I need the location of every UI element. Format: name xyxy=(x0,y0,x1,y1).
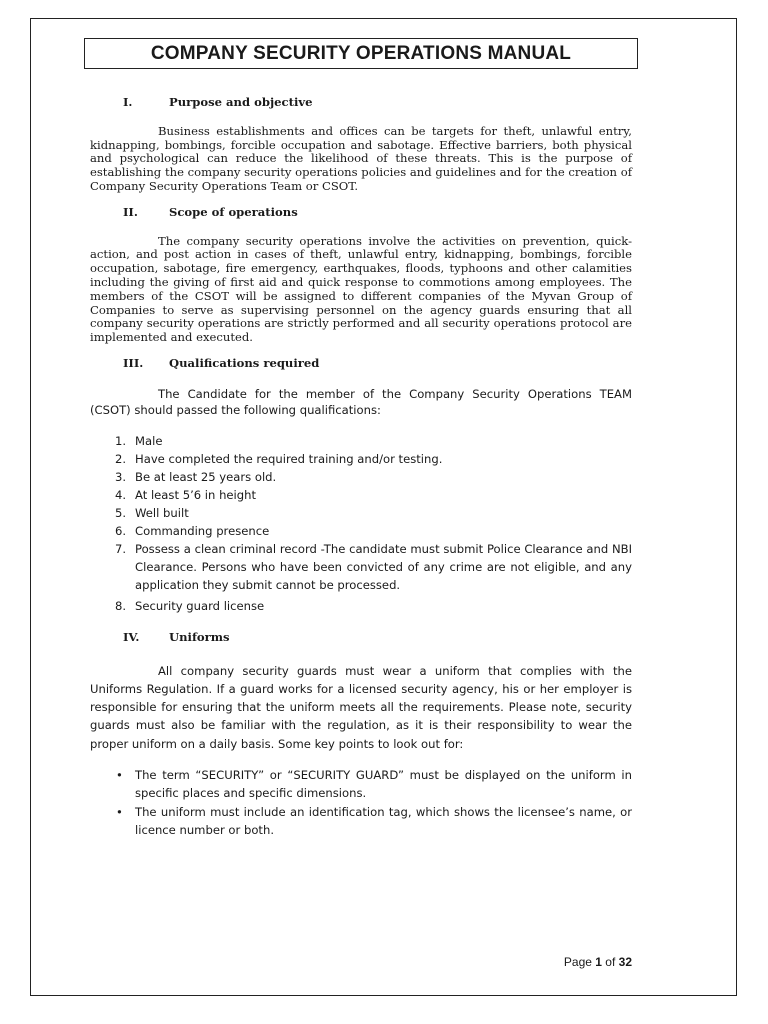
section-paragraph: The Candidate for the member of the Company Security Operations TEAM (CSOT) should passed the following qualifications: xyxy=(90,386,632,417)
section-heading xyxy=(123,206,632,220)
document-title xyxy=(84,38,638,69)
list-item: • The uniform must include an identification tag, which shows the licensee’s name, or licence number or both. xyxy=(90,803,632,840)
total-pages: 32 xyxy=(618,955,632,969)
list-item: 5. Well built xyxy=(114,505,189,520)
list-item: • The term “SECURITY” or “SECURITY GUARD” must be displayed on the uniform in specific places and specific dimensions. xyxy=(90,766,632,803)
list-item: 4. At least 5’6 in height xyxy=(114,487,257,502)
section-number: III. xyxy=(123,355,144,370)
section-number: II. xyxy=(123,204,138,219)
list-item: 8. Security guard license xyxy=(114,598,265,613)
bullet-icon: • xyxy=(116,768,123,783)
section-heading xyxy=(123,357,632,371)
section-title: Uniforms xyxy=(169,629,230,644)
section-number: I. xyxy=(123,95,133,109)
section-paragraph: All company security guards must wear a uniform that complies with the Uniforms Regulation. If a guard works for a licensed security agency, his or her employer is responsible for ensuring that the uniform meets all the requirements. Please note, security guards must also be familiar with the regulation, as it is their responsibility to wear the proper uniform on a daily basis. Some key points to look out for: xyxy=(90,663,632,751)
qualifications-list xyxy=(90,432,632,615)
document-body xyxy=(90,96,632,839)
bullet-icon: • xyxy=(116,804,123,819)
list-item: 3. Be at least 25 years old. xyxy=(114,469,277,484)
uniform-points-list xyxy=(90,766,632,839)
list-item: 2. Have completed the required training and/or testing. xyxy=(114,451,443,466)
list-item: 6. Commanding presence xyxy=(114,523,270,538)
list-item: 7. Possess a clean criminal record -The candidate must submit Police Clearance and NBI Clearance. Persons who have been convicted of any crime are not eligible, and any application they submit cannot be processed. xyxy=(114,541,632,592)
current-page: 1 xyxy=(595,955,602,969)
section-title: Qualifications required xyxy=(169,355,320,370)
section-heading xyxy=(123,631,632,645)
page-number: Page 1 of 32 xyxy=(563,955,632,969)
section-heading xyxy=(123,96,632,110)
document-title-text: COMPANY SECURITY OPERATIONS MANUAL xyxy=(150,42,572,64)
section-number: IV. xyxy=(123,629,140,644)
section-title: Purpose and objective xyxy=(169,95,313,109)
section-paragraph: The company security operations involve the activities on prevention, quick- action, and post action in cases of theft, unlawful entry, kidnapping, bombings, forcible occupation, sabotage, fire emergency, earthquakes, floods, typhoons and other calamities including the giving of first aid and quick response to commotions among employees. The members of the CSOT will be assigned to different companies of the Myvan Group of Companies to serve as supervising personnel on the agency guards ensuring that all company security operations are strictly performed and all security operations protocol are implemented and executed. xyxy=(90,233,632,345)
section-title: Scope of operations xyxy=(169,204,298,219)
section-paragraph: Business establishments and offices can be targets for theft, unlawful entry, kidnapping, bombings, forcible occupation and sabotage. Effective barriers, both physical and psychological can reduce the likelihood of these threats. This is the purpose of establishing the company security operations policies and guidelines and for the creation of Company Security Operations Team or CSOT. xyxy=(90,123,632,193)
list-item: 1. Male xyxy=(114,433,163,448)
